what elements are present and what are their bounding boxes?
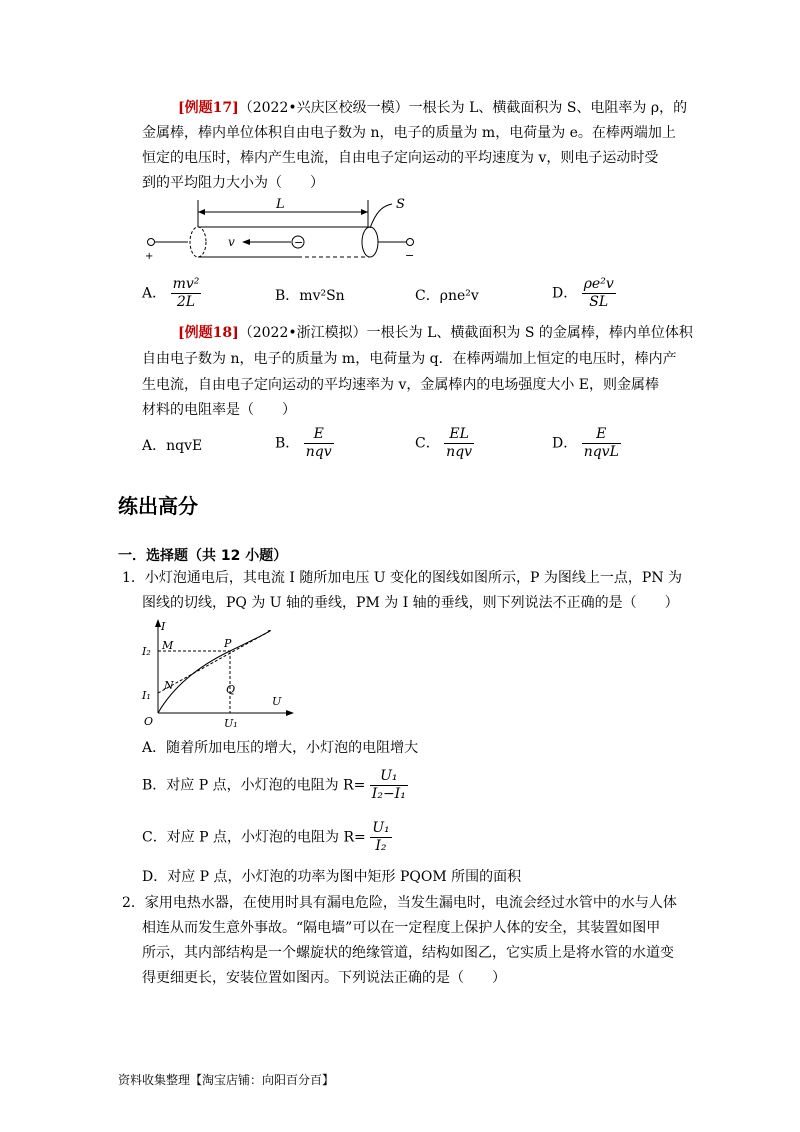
ex18-option-a[interactable]: A．nqvE <box>142 438 203 454</box>
q1-line1: 1．小灯泡通电后，其电流 I 随所加电压 U 变化的图线如图所示，P 为图线上一点，PN 为 <box>122 570 683 586</box>
q1-option-a[interactable]: A．随着所加电压的增大，小灯泡的电阻增大 <box>142 740 419 756</box>
right-terminal <box>407 239 414 246</box>
ex17-line3: 恒定的电压时，棒内产生电流，自由电子定向运动的平均速度为 v，则电子运动时受 <box>142 150 659 166</box>
label-N: N <box>164 679 174 692</box>
electron-sign: − <box>294 236 304 249</box>
rod-left-end <box>190 227 206 257</box>
ex18-c-denominator: nqv <box>446 444 473 460</box>
left-terminal <box>148 239 155 246</box>
ex18-d-denominator: nqvL <box>583 444 619 460</box>
ex18-b-numerator: E <box>304 426 334 444</box>
q1-c-numerator: U₁ <box>372 820 390 836</box>
ex18-line1 <box>178 323 693 343</box>
label-I1: I₁ <box>142 689 151 702</box>
label-L: L <box>276 197 285 212</box>
q1-b-denominator: I₂−I₁ <box>371 786 406 802</box>
ex17-rod-figure <box>140 192 430 264</box>
ex18-line2: 自由电子数为 n，电子的质量为 m，电荷量为 q．在棒两端加上恒定的电压时，棒内产 <box>142 351 677 367</box>
ex18-c-numerator: EL <box>444 426 474 444</box>
q2-line1: 2．家用电热水器，在使用时具有漏电危险，当发生漏电时，电流会经过水管中的水与人体 <box>122 895 677 911</box>
ex17-option-a[interactable]: A． $\frac{\text{mv²}}{2L}$ <box>142 276 200 310</box>
ex17-d-numerator: ρe²v <box>583 276 614 292</box>
iu-curve <box>158 630 270 713</box>
q1-line2: 图线的切线，PQ 为 U 轴的垂线，PM 为 I 轴的垂线，则下列说法不正确的是（ ） <box>142 595 679 611</box>
q1-option-c[interactable]: C．对应 P 点，小灯泡的电阻为 R= $\frac{\text{U₁}}{\text{I₂}}$ <box>142 820 390 854</box>
q2-line2: 相连从而发生意外事故。“隔电墙”可以在一定程度上保护人体的安全，其装置如图甲 <box>142 920 661 936</box>
ex17-option-d[interactable]: D． $\frac{\text{ρe²v}}{SL}$ <box>552 276 614 310</box>
ex18-d-numerator: E <box>582 426 621 444</box>
q1-option-b[interactable]: B．对应 P 点，小灯泡的电阻为 R= $\frac{\text{U₁}}{\text{I₂−I₁}}$ <box>142 768 406 802</box>
label-M: M <box>162 639 174 652</box>
q2-line3: 所示，其内部结构是一个螺旋状的绝缘管道，结构如图乙，它实质上是将水管的水道变 <box>142 945 674 961</box>
ex17-tag: [例题17] <box>178 100 239 116</box>
ex17-option-b[interactable]: B．mv²Sn <box>275 288 345 304</box>
tangent-line <box>158 631 270 693</box>
ex18-line3: 生电流，自由电子定向运动的平均速率为 v，金属棒内的电场强度大小 E，则金属棒 <box>142 377 660 393</box>
label-U1: U₁ <box>224 717 238 730</box>
plus-sign: + <box>145 251 154 262</box>
ex18-line4: 材料的电阻率是（ ） <box>142 402 296 418</box>
rod-right-end <box>362 227 378 257</box>
ex18-option-c[interactable]: C． $\frac{EL}{\text{nqv}}$ <box>415 426 473 460</box>
ex17-d-denominator: SL <box>589 294 609 310</box>
ex17-line2: 金属棒，棒内单位体积自由电子数为 n，电子的质量为 m，电荷量为 e。在棒两端加上 <box>142 125 676 141</box>
ex18-b-denominator: nqv <box>305 444 332 460</box>
label-v: v <box>228 235 235 249</box>
q2-line4: 得更细更长，安装位置如图丙。下列说法正确的是（ ） <box>142 970 506 986</box>
label-Q: Q <box>226 683 236 696</box>
label-P: P <box>224 637 232 650</box>
ex17-line1 <box>178 98 687 118</box>
axis-label-I: I <box>161 620 166 633</box>
ex17-line4: 到的平均阻力大小为（ ） <box>142 175 324 191</box>
ex17-option-c[interactable]: C．ρne²v <box>415 288 479 304</box>
footer-source: 资料收集整理【淘宝店铺：向阳百分百】 <box>118 1073 335 1087</box>
label-O: O <box>144 715 154 728</box>
q1-iu-graph <box>140 615 300 735</box>
axis-label-U: U <box>272 695 282 708</box>
ex17-a-denominator: 2L <box>176 294 196 310</box>
ex18-option-b[interactable]: B． $\frac{E}{\text{nqv}}$ <box>275 426 332 460</box>
subsection-title: 一．选择题（共 12 小题） <box>118 548 288 564</box>
q1-option-d[interactable]: D．对应 P 点，小灯泡的功率为图中矩形 PQOM 所围的面积 <box>142 869 522 885</box>
ex17-a-numerator: mv² <box>172 276 200 292</box>
section-title: 练出高分 <box>118 494 198 518</box>
ex18-option-d[interactable]: D． $\frac{E}{\text{nqvL}}$ <box>552 426 619 460</box>
q1-c-denominator: I₂ <box>375 838 387 854</box>
q1-b-numerator: U₁ <box>370 768 408 786</box>
label-S: S <box>396 197 405 212</box>
label-I2: I₂ <box>142 645 151 658</box>
ex17-line1-text: （2022•兴庆区校级一模）一根长为 L、横截面积为 S、电阻率为 ρ，的 <box>238 100 688 116</box>
ex18-tag: [例题18] <box>178 325 239 341</box>
minus-sign: − <box>405 249 415 262</box>
ex18-line1-text: （2022•浙江模拟）一根长为 L、横截面积为 S 的金属棒，棒内单位体积 <box>238 325 693 341</box>
